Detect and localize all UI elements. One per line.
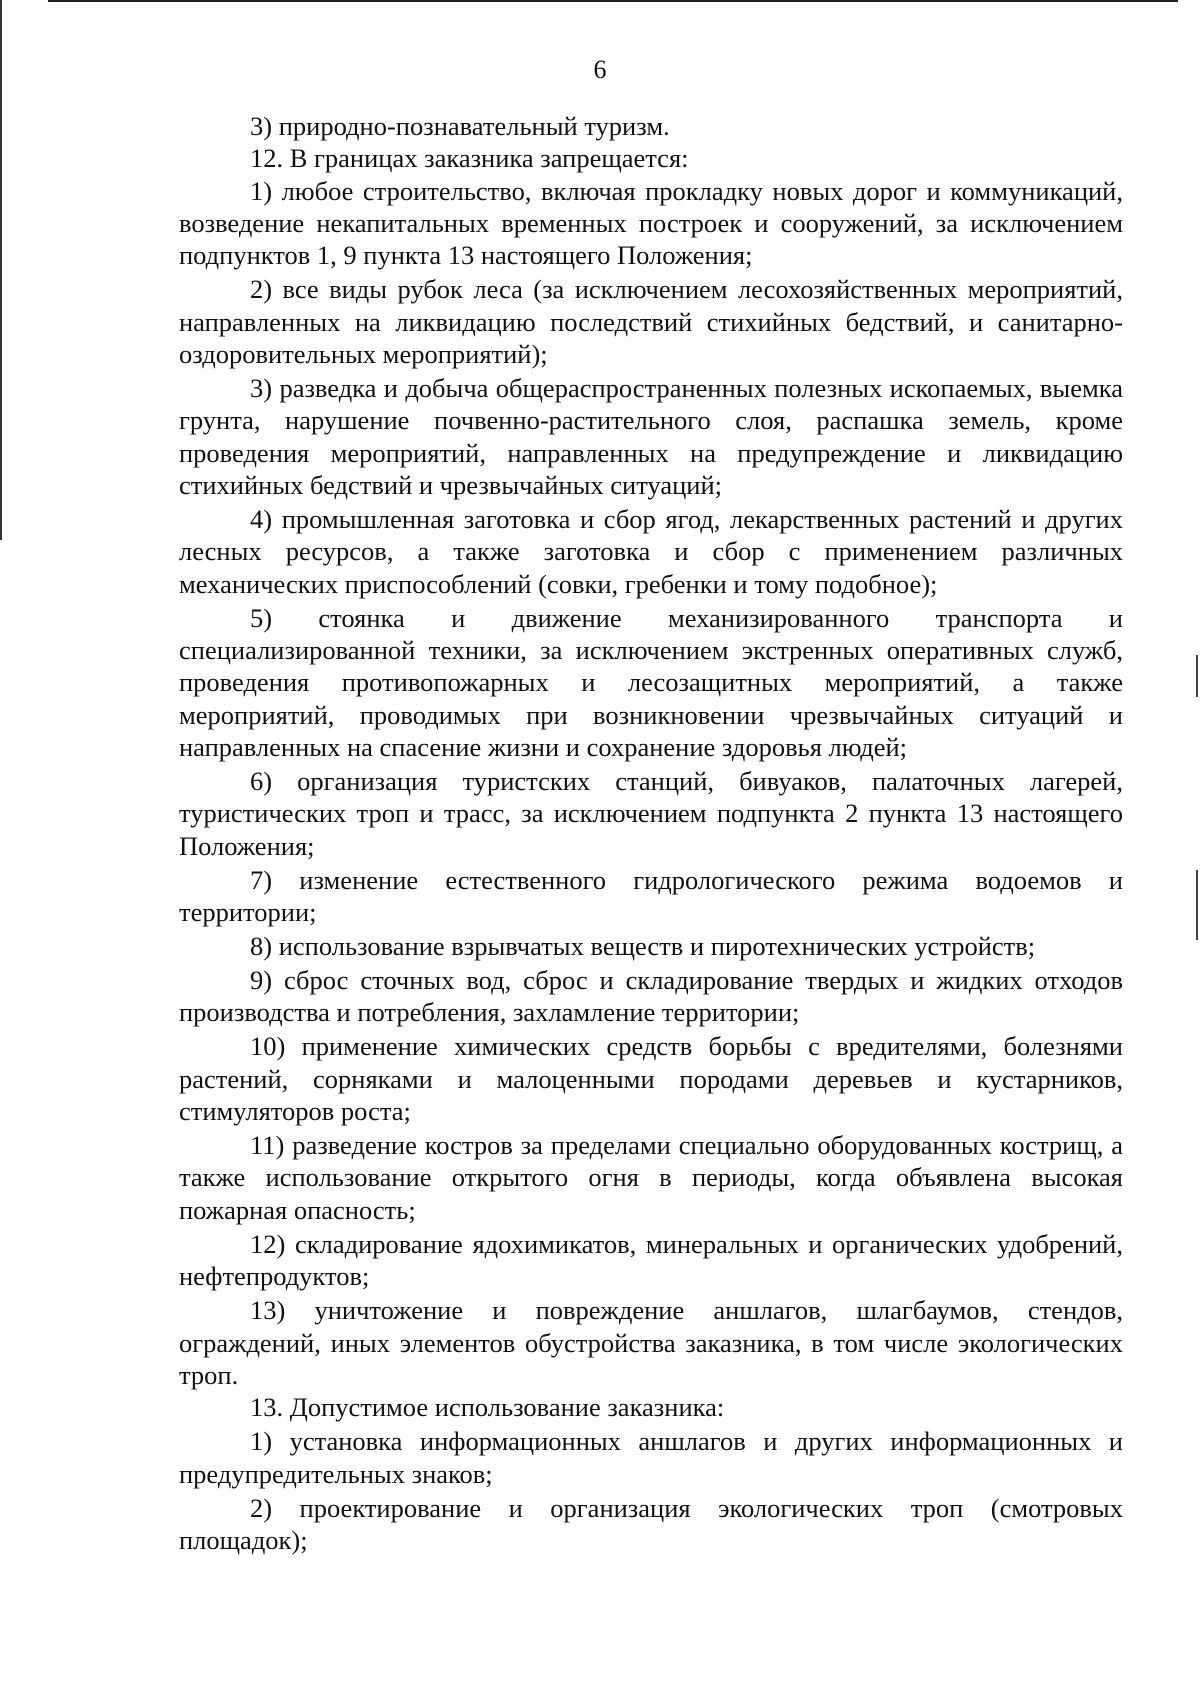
prohibition-item-12: 12) складирование ядохимикатов, минеральных и органических удобрений, нефтепродуктов; — [179, 1228, 1123, 1292]
section-12-heading: 12. В границах заказника запрещается: — [250, 143, 689, 174]
prohibition-item-3: 3) разведка и добыча общераспространенных полезных ископаемых, выемка грунта, нарушение почвенно-растительного слоя, распашка земель, кроме проведения мероприятий, направленных на предупреждение и ликвидацию стихийных бедствий и чрезвычайных ситуаций; — [179, 372, 1123, 500]
prohibition-item-8: 8) использование взрывчатых веществ и пиротехнических устройств; — [250, 931, 1036, 961]
prohibition-item-2: 2) все виды рубок леса (за исключением лесохозяйственных мероприятий, направленных на ликвидацию последствий стихийных бедствий, и санитарно-оздоровительных мероприятий); — [179, 274, 1123, 369]
permitted-use-item-1: 1) установка информационных аншлагов и других информационных и предупредительных знаков; — [179, 1426, 1123, 1489]
prohibition-item-11: 11) разведение костров за пределами специально оборудованных кострищ, а также использование открытого огня в периоды, когда объявлена высокая пожарная опасность; — [179, 1130, 1123, 1225]
prohibition-item-7: 7) изменение естественного гидрологического режима водоемов и территории; — [179, 864, 1123, 927]
prohibition-item-9: 9) сброс сточных вод, сброс и складирование твердых и жидких отходов производства и потребления, захламление территории; — [179, 965, 1123, 1028]
scan-margin-mark — [1196, 655, 1198, 697]
section-13-heading: 13. Допустимое использование заказника: — [250, 1392, 725, 1423]
list-item-nature-tourism: 3) природно-познавательный туризм. — [250, 111, 670, 141]
document-body — [179, 110, 1123, 1556]
prohibition-item-4: 4) промышленная заготовка и сбор ягод, лекарственных растений и других лесных ресурсов, а также заготовка и сбор с применением различных механических приспособлений (совки, гребенки и тому подобное); — [179, 503, 1123, 599]
page-number: 6 — [593, 55, 607, 84]
permitted-use-item-2: 2) проектирование и организация экологических троп (смотровых площадок); — [179, 1492, 1123, 1555]
prohibition-item-5: 5) стоянка и движение механизированного транспорта и специализированной техники, за исключением экстренных оперативных служб, проведения противопожарных и лесозащитных мероприятий, а также мероприятий, проводимых при возникновении чрезвычайных ситуаций и направленных на спасение жизни и сохранение здоровья людей; — [179, 602, 1123, 762]
prohibition-item-1: 1) любое строительство, включая прокладку новых дорог и коммуникаций, возведение некапитальных временных построек и сооружений, за исключением подпунктов 1, 9 пункта 13 настоящего Положения; — [179, 175, 1123, 271]
prohibition-item-13: 13) уничтожение и повреждение аншлагов, шлагбаумов, стендов, ограждений, иных элементов обустройства заказника, в том числе экологических троп. — [179, 1295, 1123, 1390]
scan-margin-mark — [1196, 870, 1198, 940]
prohibition-item-10: 10) применение химических средств борьбы с вредителями, болезнями растений, сорняками и малоценными породами деревьев и кустарников, стимуляторов роста; — [179, 1031, 1123, 1127]
scan-top-edge — [48, 0, 1178, 2]
prohibition-item-6: 6) организация туристских станций, бивуаков, палаточных лагерей, туристических троп и трасс, за исключением подпункта 2 пункта 13 настоящего Положения; — [179, 765, 1123, 861]
